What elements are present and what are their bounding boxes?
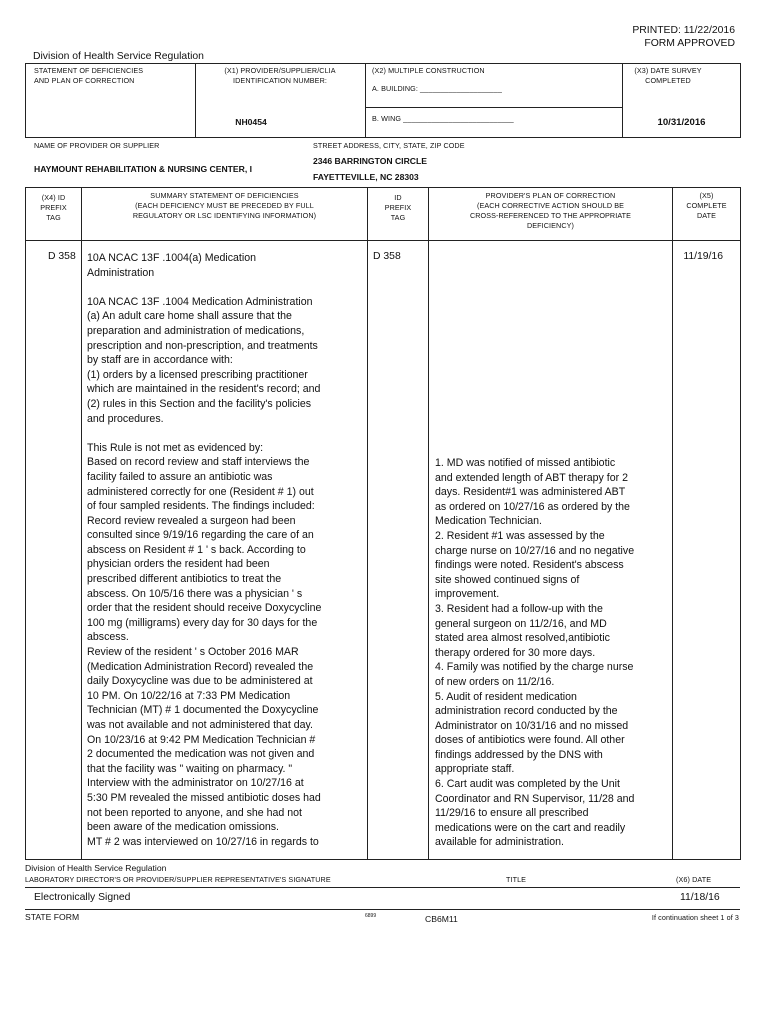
wing-label: B. WING ___________________________: [372, 114, 514, 123]
continuation-note: If continuation sheet 1 of 3: [651, 913, 739, 922]
division-title: Division of Health Service Regulation: [33, 51, 204, 62]
date-label: (X6) DATE: [676, 875, 712, 884]
printed-date: PRINTED: 11/22/2016: [632, 25, 735, 36]
id-header: ID PREFIX TAG: [384, 193, 412, 222]
signature-label: LABORATORY DIRECTOR'S OR PROVIDER/SUPPLIER REPRESENTATIVE'S SIGNATURE: [25, 875, 331, 884]
x5-header: (X5) COMPLETE DATE: [686, 191, 727, 220]
survey-date: 10/31/2016: [657, 117, 706, 128]
x4-header: (X4) ID PREFIX TAG: [40, 193, 67, 222]
plan-tag: D 358: [373, 251, 401, 262]
address-label: STREET ADDRESS, CITY, STATE, ZIP CODE: [313, 141, 465, 150]
x2-label: (X2) MULTIPLE CONSTRUCTION: [372, 66, 485, 75]
complete-date: 11/19/16: [683, 251, 723, 262]
statement-label: STATEMENT OF DEFICIENCIES AND PLAN OF CORRECTION: [34, 66, 144, 85]
plan-header: PROVIDER'S PLAN OF CORRECTION (EACH CORRECTIVE ACTION SHOULD BE CROSS-REFERENCED TO THE APPROPRIATE DEFICIENCY): [469, 191, 632, 230]
form-status: FORM APPROVED: [644, 38, 735, 49]
summary-header: SUMMARY STATEMENT OF DEFICIENCIES (EACH DEFICIENCY MUST BE PRECEDED BY FULL REGULATORY OR LSC IDENTIFYING INFORMATION): [132, 191, 317, 220]
state-form: STATE FORM: [25, 912, 80, 922]
address-line-2: FAYETTEVILLE, NC 28303: [313, 172, 419, 182]
address-line-1: 2346 BARRINGTON CIRCLE: [313, 156, 427, 166]
signature-value: Electronically Signed: [34, 892, 131, 903]
provider-id: NH0454: [235, 117, 267, 127]
plan-text: 1. MD was notified of missed antibiotic and extended length of ABT therapy for 2 days. Resident#1 was administered ABT as ordered on 10/27/16 as ordered by the Medication Technician. 2. Resident #1 was assessed by the charge nurse on 10/27/16 and no negative findings were noted. Resident's abscess site showed continued signs of improvement. 3. Resident had a follow-up with the general surgeon on 11/2/16, and MD stated area almost resolved,antibiotic therapy ordered for 30 more days. 4. Family was notified by the charge nurse of new orders on 11/2/16. 5. Audit of resident medication administration record conducted by the Administrator on 10/31/16 and no missed doses of antibiotics were found. All other findings addressed by the DNS with appropriate staff. 6. Cart audit was completed by the Unit Coordinator and RN Supervisor, 11/28 and 11/29/16 to ensure all prescribed medications were on the cart and readily available for administration.: [435, 457, 635, 849]
deficiency-tag: D 358: [48, 251, 76, 262]
provider-name: HAYMOUNT REHABILITATION & NURSING CENTER, I: [34, 164, 253, 174]
building-label: A. BUILDING: ____________________: [372, 84, 502, 93]
x1-label: (X1) PROVIDER/SUPPLIER/CLIA IDENTIFICATION NUMBER:: [224, 66, 336, 85]
x3-label: (X3) DATE SURVEY COMPLETED: [634, 66, 702, 85]
summary-text: 10A NCAC 13F .1004(a) Medication Administration 10A NCAC 13F .1004 Medication Administration (a) An adult care home shall assure that the preparation and administration of medications, prescription and non-prescription, and treatments by staff are in accordance with: (1) orders by a licensed prescribing practitioner which are maintained in the resident's record; and (2) rules in this Section and the facility's policies and procedures. This Rule is not met as evidenced by: Based on record review and staff interviews the facility failed to assure an antibiotic was administered correctly for one (Resident # 1) out of four sampled residents. The findings included: Record review revealed a surgeon had been consulted since 9/19/16 regarding the care of an abscess on Resident # 1 ' s back. According to physician orders the resident had been prescribed different antibiotics to treat the abscess. On 10/5/16 there was a physician ' s order that the resident should receive Doxycycline 100 mg (milligrams) every day for 30 days for the abscess. Review of the resident ' s October 2016 MAR (Medication Administration Record) revealed the daily Doxycycline was due to be administered at 10 PM. On 10/22/16 at 7:33 PM Medication Technician (MT) # 1 documented the Doxycycline was not available and not administered that day. On 10/23/16 at 9:42 PM Medication Technician # 2 documented the medication was not given and that the facility was " waiting on pharmacy. " Interview with the administrator on 10/27/16 at 5:30 PM revealed the missed antibiotic doses had not been reported to anyone, and she had not been aware of the medication omissions. MT # 2 was interviewed on 10/27/16 in regards to: [87, 252, 322, 848]
footer-division: Division of Health Service Regulation: [25, 863, 167, 873]
title-label: TITLE: [506, 875, 527, 884]
form-code: 6899: [365, 913, 377, 919]
signature-date: 11/18/16: [680, 892, 720, 903]
event-id: CB6M11: [425, 914, 458, 924]
provider-name-label: NAME OF PROVIDER OR SUPPLIER: [34, 141, 160, 150]
